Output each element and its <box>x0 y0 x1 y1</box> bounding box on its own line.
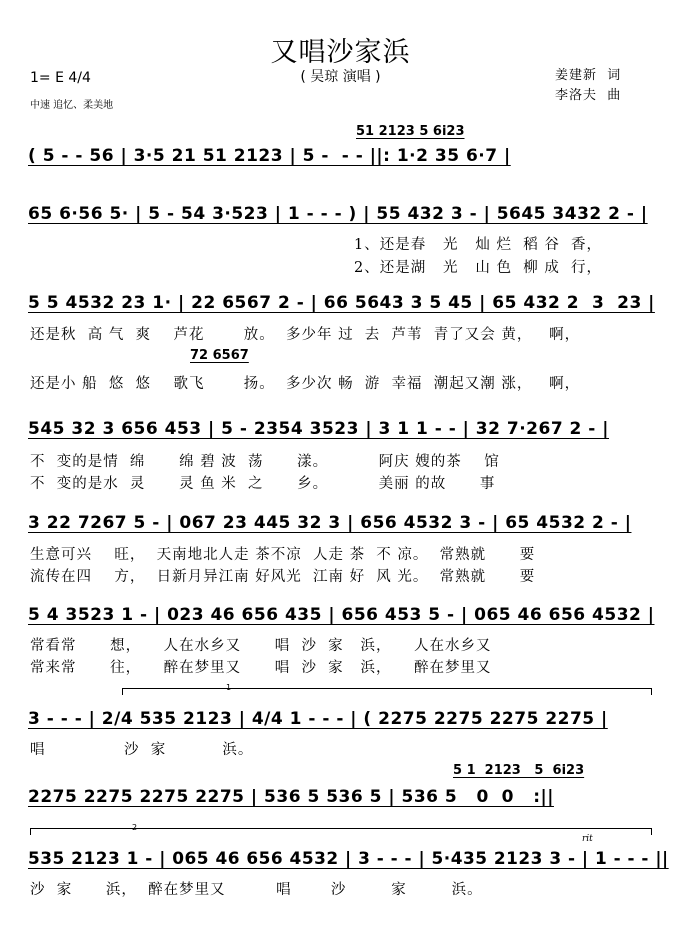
ossia-notation: 72 6567 <box>190 348 249 363</box>
notation-line: 5 4 3523 1 - | 023 46 656 435 | 656 453 5 - | 065 46 656 4532 | <box>28 605 655 625</box>
ossia-notation: 51 2123 5 6i23 <box>356 124 465 139</box>
song-title: 又唱沙家浜 <box>270 37 411 68</box>
first-ending-number: 1 <box>226 683 232 692</box>
ossia-notation: 5 1 2123 5 6i23 <box>453 763 585 778</box>
lyric-line-verse-2: 还是小 船 悠 悠 歌飞 扬。 多少次 畅 游 幸福 潮起又潮 涨， 啊， <box>30 376 581 392</box>
tempo-marking: 中速 追忆、柔美地 <box>30 100 114 111</box>
lyric-line-verse-2: 不 变的是水 灵 灵 鱼 米 之 乡。 美丽 的故 事 <box>30 476 496 492</box>
lyric-line: 唱 沙 家 浜。 <box>30 742 254 758</box>
second-ending-bracket <box>30 828 652 835</box>
lyric-line-verse-2: 流传在四 方， 日新月异江南 好风光 江南 好 风 光。 常熟就 要 <box>30 569 536 585</box>
notation-line: 5 5 4532 23 1· | 22 6567 2 - | 66 5643 3 5 45 | 65 432 2 3 23 | <box>28 293 655 313</box>
lyric-line-verse-1: 还是秋 高 气 爽 芦花 放。 多少年 过 去 芦苇 青了又会 黄， 啊， <box>30 327 581 343</box>
second-ending-number: 2 <box>132 823 138 832</box>
key-signature: 1= E 4/4 <box>30 70 91 86</box>
lyric-line-verse-2: 2、还是湖 光 山 色 柳 成 行， <box>354 260 603 276</box>
notation-line: 2275 2275 2275 2275 | 536 5 536 5 | 536 5 0 0 :|| <box>28 787 554 807</box>
first-ending-bracket <box>122 688 652 695</box>
ritardando-marking: rit <box>582 834 593 844</box>
lyric-line-verse-1: 1、还是春 光 灿 烂 稻 谷 香， <box>354 237 603 253</box>
notation-line: 65 6·56 5· | 5 - 54 3·523 | 1 - - - ) | 55 432 3 - | 5645 3432 2 - | <box>28 204 648 224</box>
notation-line: 3 - - - | 2/4 535 2123 | 4/4 1 - - - | ( 2275 2275 2275 2275 | <box>28 709 608 729</box>
lyric-line: 沙 家 浜， 醉在梦里又 唱 沙 家 浜。 <box>30 882 483 898</box>
lyric-line-verse-2: 常来常 往， 醉在梦里又 唱 沙 家 浜， 醉在梦里又 <box>30 660 492 676</box>
notation-line: 3 22 7267 5 - | 067 23 445 32 3 | 656 4532 3 - | 65 4532 2 - | <box>28 513 632 533</box>
lyric-line-verse-1: 常看常 想， 人在水乡又 唱 沙 家 浜， 人在水乡又 <box>30 638 492 654</box>
notation-line: 535 2123 1 - | 065 46 656 4532 | 3 - - - | 5·435 2123 3 - | 1 - - - || <box>28 849 669 869</box>
notation-line: ( 5 - - 56 | 3·5 21 51 2123 | 5 - - - ||: 1·2 35 6·7 | <box>28 146 511 166</box>
composer-credit: 李洛夫 曲 <box>555 88 622 103</box>
lyric-line-verse-1: 不 变的是情 绵 绵 碧 波 荡 漾。 阿庆 嫂的茶 馆 <box>30 454 500 470</box>
lyricist-credit: 姜建新 词 <box>555 68 622 83</box>
performer-line: ( 吴琼 演唱 ) <box>300 69 381 85</box>
lyric-line-verse-1: 生意可兴 旺， 天南地北人走 茶不凉 人走 茶 不 凉。 常熟就 要 <box>30 547 536 563</box>
notation-line: 545 32 3 656 453 | 5 - 2354 3523 | 3 1 1 - - | 32 7·267 2 - | <box>28 419 609 439</box>
